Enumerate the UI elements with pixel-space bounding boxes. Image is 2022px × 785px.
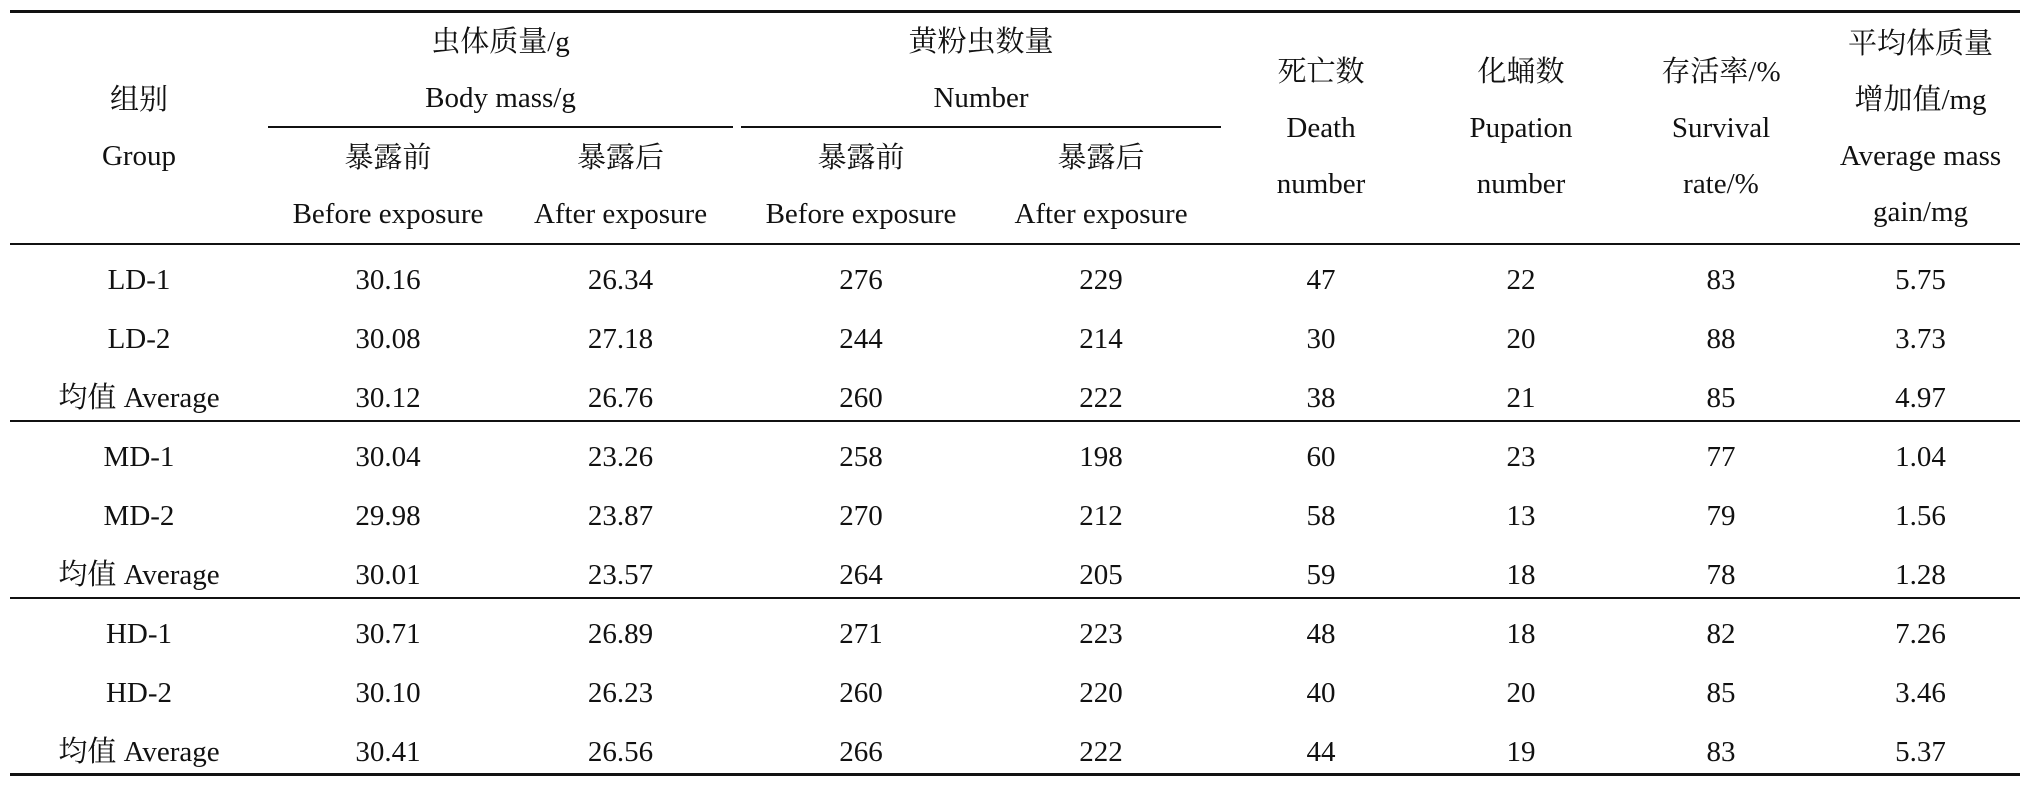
header-number-before <box>741 130 981 242</box>
cell-death: 44 <box>1306 736 1336 768</box>
cell-mass-after: 23.26 <box>587 441 654 473</box>
cell-mass-gain: 1.28 <box>1895 559 1946 591</box>
cell-mass-after: 26.76 <box>587 382 654 414</box>
cell-number-after: 220 <box>1079 677 1123 709</box>
header-mass-after-en: After exposure <box>533 198 708 230</box>
cell-group: 均值 Average <box>58 736 220 768</box>
header-pupation-en1: Pupation <box>1469 112 1573 144</box>
cell-mass-gain: 5.75 <box>1895 264 1946 296</box>
cell-mass-before: 30.01 <box>355 559 421 591</box>
header-mass-gain-zh2: 增加值/mg <box>1854 84 1987 116</box>
cell-survival: 78 <box>1706 559 1736 591</box>
header-number-after-en: After exposure <box>1014 198 1188 230</box>
cell-survival: 85 <box>1706 677 1736 709</box>
cell-survival: 85 <box>1706 382 1736 414</box>
cell-number-before: 260 <box>839 382 883 414</box>
cell-mass-before: 30.10 <box>355 677 421 709</box>
cell-number-before: 258 <box>839 441 883 473</box>
cell-mass-gain: 1.04 <box>1895 441 1946 473</box>
cell-pupation: 18 <box>1506 559 1536 591</box>
header-number-after-zh: 暴露后 <box>1057 142 1145 174</box>
cell-pupation: 18 <box>1506 618 1536 650</box>
cell-death: 40 <box>1306 677 1336 709</box>
header-number-before-en: Before exposure <box>765 198 957 230</box>
cell-mass-after: 26.34 <box>587 264 654 296</box>
cell-number-after: 214 <box>1079 323 1123 355</box>
cell-death: 60 <box>1306 441 1336 473</box>
cell-mass-gain: 4.97 <box>1895 382 1946 414</box>
cell-death: 38 <box>1306 382 1336 414</box>
header-mass-after-zh: 暴露后 <box>576 142 664 174</box>
cell-mass-after: 23.57 <box>587 559 654 591</box>
header-death-zh: 死亡数 <box>1277 56 1365 88</box>
cell-group: HD-1 <box>105 618 173 650</box>
header-survival-zh: 存活率/% <box>1661 56 1781 88</box>
cell-death: 47 <box>1306 264 1336 296</box>
header-survival-en2: rate/% <box>1683 168 1759 200</box>
cell-mass-gain: 3.46 <box>1895 677 1946 709</box>
cell-number-after: 222 <box>1079 736 1123 768</box>
cell-survival: 83 <box>1706 736 1736 768</box>
cell-number-after: 212 <box>1079 500 1123 532</box>
header-death-en1: Death <box>1286 112 1356 144</box>
group-divider-ld-md <box>10 420 2020 422</box>
cell-mass-gain: 3.73 <box>1895 323 1946 355</box>
cell-mass-before: 30.41 <box>355 736 421 768</box>
cell-group: HD-2 <box>105 677 173 709</box>
header-number-zh: 黄粉虫数量 <box>908 26 1054 58</box>
cell-survival: 77 <box>1706 441 1736 473</box>
header-number-before-zh: 暴露前 <box>817 142 905 174</box>
header-group-en: Group <box>101 140 177 172</box>
cell-mass-before: 29.98 <box>355 500 421 532</box>
cell-mass-after: 27.18 <box>587 323 654 355</box>
cell-mass-after: 26.89 <box>587 618 654 650</box>
cell-group: 均值 Average <box>58 382 220 414</box>
cell-mass-before: 30.08 <box>355 323 421 355</box>
cell-number-before: 266 <box>839 736 883 768</box>
cell-group: 均值 Average <box>58 559 220 591</box>
cell-survival: 88 <box>1706 323 1736 355</box>
header-survival <box>1621 44 1821 212</box>
header-pupation-en2: number <box>1476 168 1566 200</box>
header-bottom-rule <box>10 243 2020 245</box>
cell-mass-before: 30.12 <box>355 382 421 414</box>
cell-number-before: 260 <box>839 677 883 709</box>
cell-mass-gain: 1.56 <box>1895 500 1946 532</box>
cell-pupation: 22 <box>1506 264 1536 296</box>
body-mass-span-rule <box>268 126 733 128</box>
header-mass-before-zh: 暴露前 <box>344 142 432 174</box>
cell-number-after: 198 <box>1079 441 1123 473</box>
header-pupation-zh: 化蛹数 <box>1477 56 1565 88</box>
cell-group: MD-1 <box>103 441 175 473</box>
cell-number-after: 223 <box>1079 618 1123 650</box>
cell-death: 58 <box>1306 500 1336 532</box>
cell-pupation: 20 <box>1506 323 1536 355</box>
cell-pupation: 23 <box>1506 441 1536 473</box>
cell-death: 48 <box>1306 618 1336 650</box>
header-mass-gain-en2: gain/mg <box>1872 196 1969 228</box>
cell-death: 30 <box>1306 323 1336 355</box>
cell-number-before: 271 <box>839 618 883 650</box>
header-number <box>741 14 1221 126</box>
header-death-en2: number <box>1276 168 1366 200</box>
header-survival-en1: Survival <box>1671 112 1771 144</box>
cell-mass-after: 26.23 <box>587 677 654 709</box>
group-divider-md-hd <box>10 597 2020 599</box>
cell-survival: 79 <box>1706 500 1736 532</box>
cell-number-before: 244 <box>839 323 883 355</box>
cell-group: MD-2 <box>103 500 175 532</box>
cell-group: LD-2 <box>107 323 171 355</box>
cell-death: 59 <box>1306 559 1336 591</box>
header-pupation <box>1421 44 1621 212</box>
cell-number-before: 276 <box>839 264 883 296</box>
cell-survival: 83 <box>1706 264 1736 296</box>
cell-number-after: 205 <box>1079 559 1123 591</box>
cell-survival: 82 <box>1706 618 1736 650</box>
header-mass-gain <box>1821 16 2020 240</box>
cell-number-after: 229 <box>1079 264 1123 296</box>
cell-mass-gain: 5.37 <box>1895 736 1946 768</box>
header-body-mass <box>268 14 733 126</box>
cell-mass-before: 30.71 <box>355 618 421 650</box>
number-span-rule <box>741 126 1221 128</box>
bottom-rule <box>10 773 2020 776</box>
cell-number-before: 264 <box>839 559 883 591</box>
header-group <box>10 72 268 184</box>
header-mass-after <box>508 130 733 242</box>
cell-pupation: 21 <box>1506 382 1536 414</box>
header-mass-before-en: Before exposure <box>292 198 484 230</box>
cell-number-after: 222 <box>1079 382 1123 414</box>
cell-mass-gain: 7.26 <box>1895 618 1946 650</box>
top-rule <box>10 10 2020 13</box>
cell-pupation: 13 <box>1506 500 1536 532</box>
cell-number-before: 270 <box>839 500 883 532</box>
header-death <box>1221 44 1421 212</box>
header-group-zh: 组别 <box>109 84 168 116</box>
cell-pupation: 20 <box>1506 677 1536 709</box>
cell-mass-after: 23.87 <box>587 500 654 532</box>
header-number-en: Number <box>933 82 1029 114</box>
cell-mass-before: 30.04 <box>355 441 421 473</box>
cell-mass-before: 30.16 <box>355 264 421 296</box>
header-mass-gain-en1: Average mass <box>1839 140 2002 172</box>
header-mass-gain-zh: 平均体质量 <box>1847 28 1993 60</box>
cell-pupation: 19 <box>1506 736 1536 768</box>
cell-group: LD-1 <box>107 264 171 296</box>
header-mass-before <box>268 130 508 242</box>
cell-mass-after: 26.56 <box>587 736 654 768</box>
header-body-mass-en: Body mass/g <box>425 82 576 114</box>
header-number-after <box>981 130 1221 242</box>
header-body-mass-zh: 虫体质量/g <box>431 26 570 58</box>
